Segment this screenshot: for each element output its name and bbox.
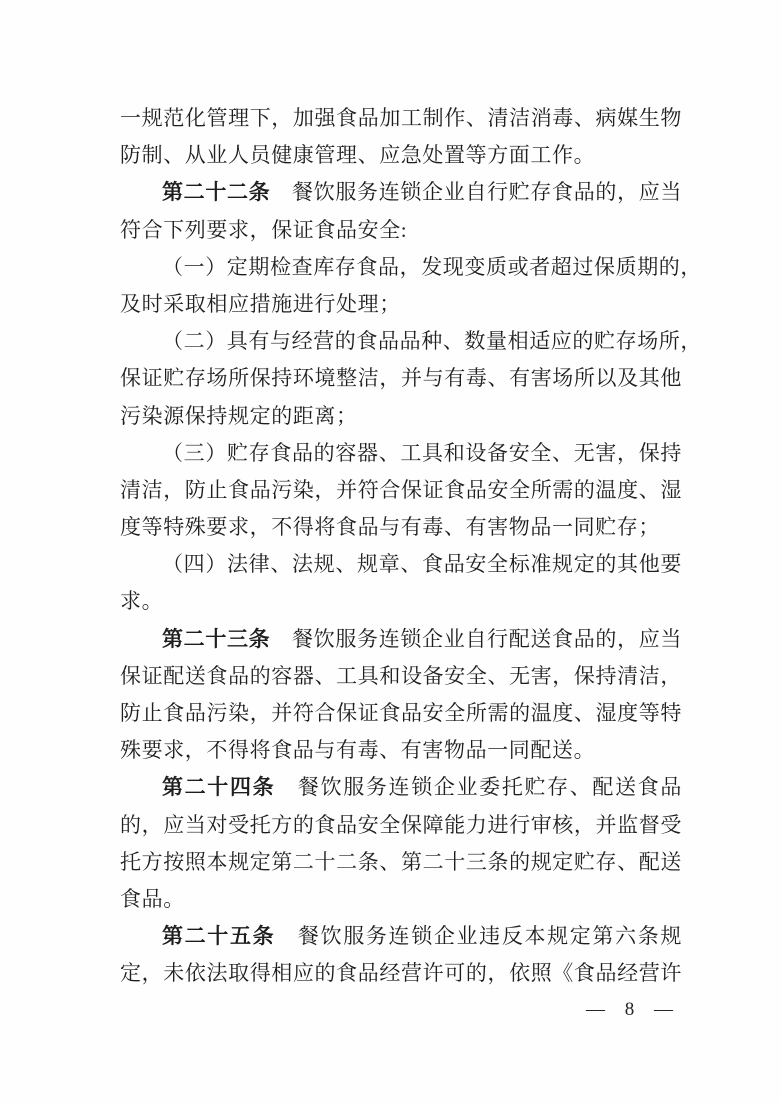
text-line [120,286,682,323]
line-text: 清洁，防止食品污染，并符合保证食品安全所需的温度、湿 [120,477,682,502]
text-line [120,621,682,658]
text-line [120,212,682,249]
text-line [120,472,682,509]
text-line [120,732,682,769]
line-text: 污染源保持规定的距离； [120,403,358,428]
text-line [120,100,682,137]
text-line [120,174,682,211]
line-text: 食品。 [120,886,185,911]
article-number: 第二十三条 [162,627,271,651]
text-line [120,137,682,174]
page-number: — 8 — [586,999,676,1020]
line-text: 托方按照本规定第二十二条、第二十三条的规定贮存、配送 [120,849,682,874]
line-text: 餐饮服务连锁企业自行贮存食品的，应当 [270,180,683,205]
line-text: 保证配送食品的容器、工具和设备安全、无害，保持清洁， [120,663,682,688]
line-text: 防止食品污染，并符合保证食品安全所需的温度、湿度等特 [120,701,682,725]
line-text: （一）定期检查库存食品，发现变质或者超过保质期的， [162,254,702,279]
line-text: 餐饮服务连锁企业违反本规定第六条规 [275,924,682,949]
line-text: 求。 [120,589,164,614]
line-text: （四）法律、法规、规章、食品安全标准规定的其他要 [162,552,682,577]
line-text: 殊要求，不得将食品与有毒、有害物品一同配送。 [120,738,596,763]
text-line [120,546,682,583]
text-line [120,807,682,844]
line-text: 及时采取相应措施进行处理； [120,291,401,316]
text-line [120,658,682,695]
text-line [120,955,682,992]
article-number: 第二十五条 [162,925,276,949]
text-line [120,881,682,918]
line-text: 一规范化管理下，加强食品加工制作、清洁消毒、病媒生物 [120,106,682,130]
line-text: 定，未依法取得相应的食品经营许可的，依照《食品经营许 [120,961,682,986]
text-line [120,583,682,620]
text-line [120,695,682,732]
text-line [120,398,682,435]
text-line [120,249,702,286]
line-text: 符合下列要求，保证食品安全: [120,217,408,242]
line-text: 餐饮服务连锁企业自行配送食品的，应当 [270,626,683,651]
text-line [120,509,682,546]
text-line [120,323,702,360]
line-text: 餐饮服务连锁企业委托贮存、配送食品 [275,775,682,800]
line-text: 保证贮存场所保持环境整洁，并与有毒、有害场所以及其他 [120,366,682,391]
text-line [120,360,682,397]
text-line [120,918,682,955]
text-line [120,844,682,881]
line-text: 度等特殊要求，不得将食品与有毒、有害物品一同贮存； [120,515,660,540]
line-text: 防制、从业人员健康管理、应急处置等方面工作。 [120,143,596,168]
article-number: 第二十四条 [162,776,276,800]
text-line [120,769,682,806]
line-text: （三）贮存食品的容器、工具和设备安全、无害，保持 [162,440,682,465]
article-number: 第二十二条 [162,181,271,205]
text-line [120,435,682,472]
document-body [120,100,702,993]
line-text: （二）具有与经营的食品品种、数量相适应的贮存场所， [162,329,702,354]
line-text: 的，应当对受托方的食品安全保障能力进行审核，并监督受 [120,812,682,837]
